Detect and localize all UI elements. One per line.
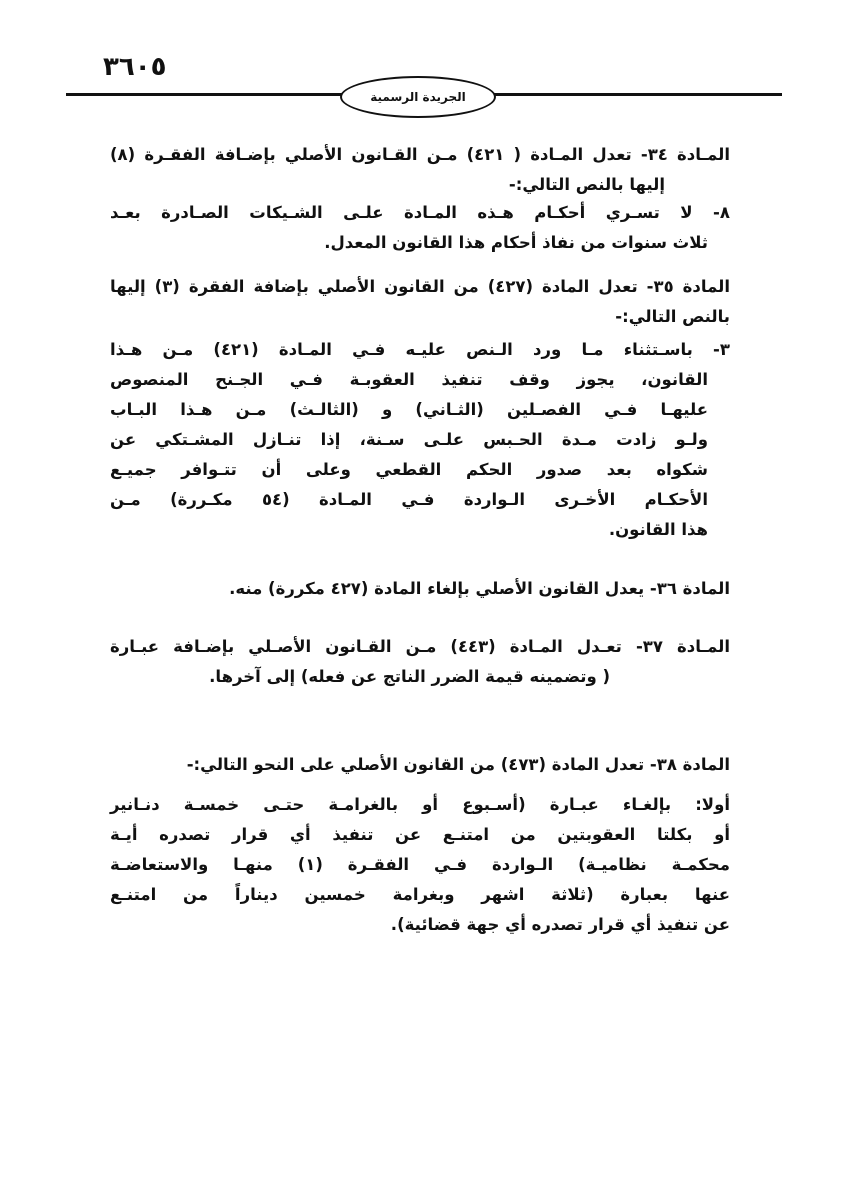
article-37-line-2: ( وتضمينه قيمة الضرر الناتج عن فعله) إلى آخرها. xyxy=(209,667,610,686)
article-38-line-1: المادة ٣٨- تعدل المادة (٤٧٣) من القانون الأصلي على النحو التالي:- xyxy=(186,755,730,774)
article-35-item-line-5: شكواه بعد صدور الحكم القطعي وعلى أن تتـوافر جميـع xyxy=(110,460,708,479)
article-35-item-line-3: عليهـا فـي الفصـلين (الثـاني) و (الثالـث) مـن هـذا البـاب xyxy=(110,400,708,419)
article-35 xyxy=(110,272,730,332)
article-38-item-line-2: أو بكلتا العقوبتين من امتنـع عن تنفيذ أي قرار تصدره أيـة xyxy=(110,825,730,844)
article-38-item-line-3: محكمـة نظاميـة) الـواردة فـي الفقـرة (١) منهـا والاستعاضـة xyxy=(110,855,730,874)
article-37 xyxy=(110,632,730,692)
article-34-item-8 xyxy=(110,198,730,258)
article-35-item-line-1: ٣- باسـتثناء مـا ورد الـنص عليـه فـي المـادة (٤٢١) مـن هـذا xyxy=(110,340,730,359)
article-35-item-line-2: القانون، يجوز وقف تنفيذ العقوبـة فـي الجـنح المنصوص xyxy=(110,370,708,389)
article-38-item-first xyxy=(110,790,730,940)
article-36 xyxy=(110,574,730,604)
article-35-item-line-7: هذا القانون. xyxy=(608,520,708,539)
gazette-title-oval xyxy=(340,76,496,118)
article-34-line-2: إليها بالنص التالي:- xyxy=(508,175,665,194)
article-38-item-line-4: عنها بعبارة (ثلاثة اشهر وبغرامة خمسين ديناراً من امتنـع xyxy=(110,885,730,904)
article-38-item-line-5: عن تنفيذ أي قرار تصدره أي جهة قضائية). xyxy=(390,915,730,934)
article-35-item-line-6: الأحكـام الأخـرى الـواردة فـي المـادة (٥٤ مكـررة) مـن xyxy=(110,490,708,509)
article-34-line-1: المـادة ٣٤- تعدل المـادة ( ٤٢١) مـن القـانون الأصلي بإضـافة الفقـرة (٨) xyxy=(110,145,731,164)
article-35-item-line-4: ولـو زادت مـدة الحـبس علـى سـنة، إذا تنـازل المشـتكي عن xyxy=(110,430,708,449)
page-number: ٣٦٠٥ xyxy=(103,52,167,82)
article-36-line-1: المادة ٣٦- يعدل القانون الأصلي بإلغاء المادة (٤٢٧ مكررة) منه. xyxy=(229,579,730,598)
article-35-line-1: المادة ٣٥- تعدل المادة (٤٢٧) من القانون الأصلي بإضافة الفقرة (٣) إليها xyxy=(110,277,731,296)
article-38-item-line-1: أولا: بإلغـاء عبـارة (أسـبوع أو بالغرامـة حتـى خمسـة دنـانير xyxy=(110,795,730,814)
article-34-item-line-1: ٨- لا تسـري أحكـام هـذه المـادة علـى الشـيكات الصـادرة بعـد xyxy=(110,203,730,222)
article-38 xyxy=(110,750,730,780)
article-35-item-3 xyxy=(110,335,730,545)
gazette-title: الجريدة الرسمية xyxy=(370,90,466,104)
article-35-line-2: بالنص التالي:- xyxy=(615,307,730,326)
article-37-line-1: المـادة ٣٧- تعـدل المـادة (٤٤٣) مـن القـانون الأصـلي بإضـافة عبـارة xyxy=(110,637,731,656)
article-34-item-line-2: ثلاث سنوات من نفاذ أحكام هذا القانون المعدل. xyxy=(324,233,708,252)
article-34 xyxy=(110,140,730,200)
